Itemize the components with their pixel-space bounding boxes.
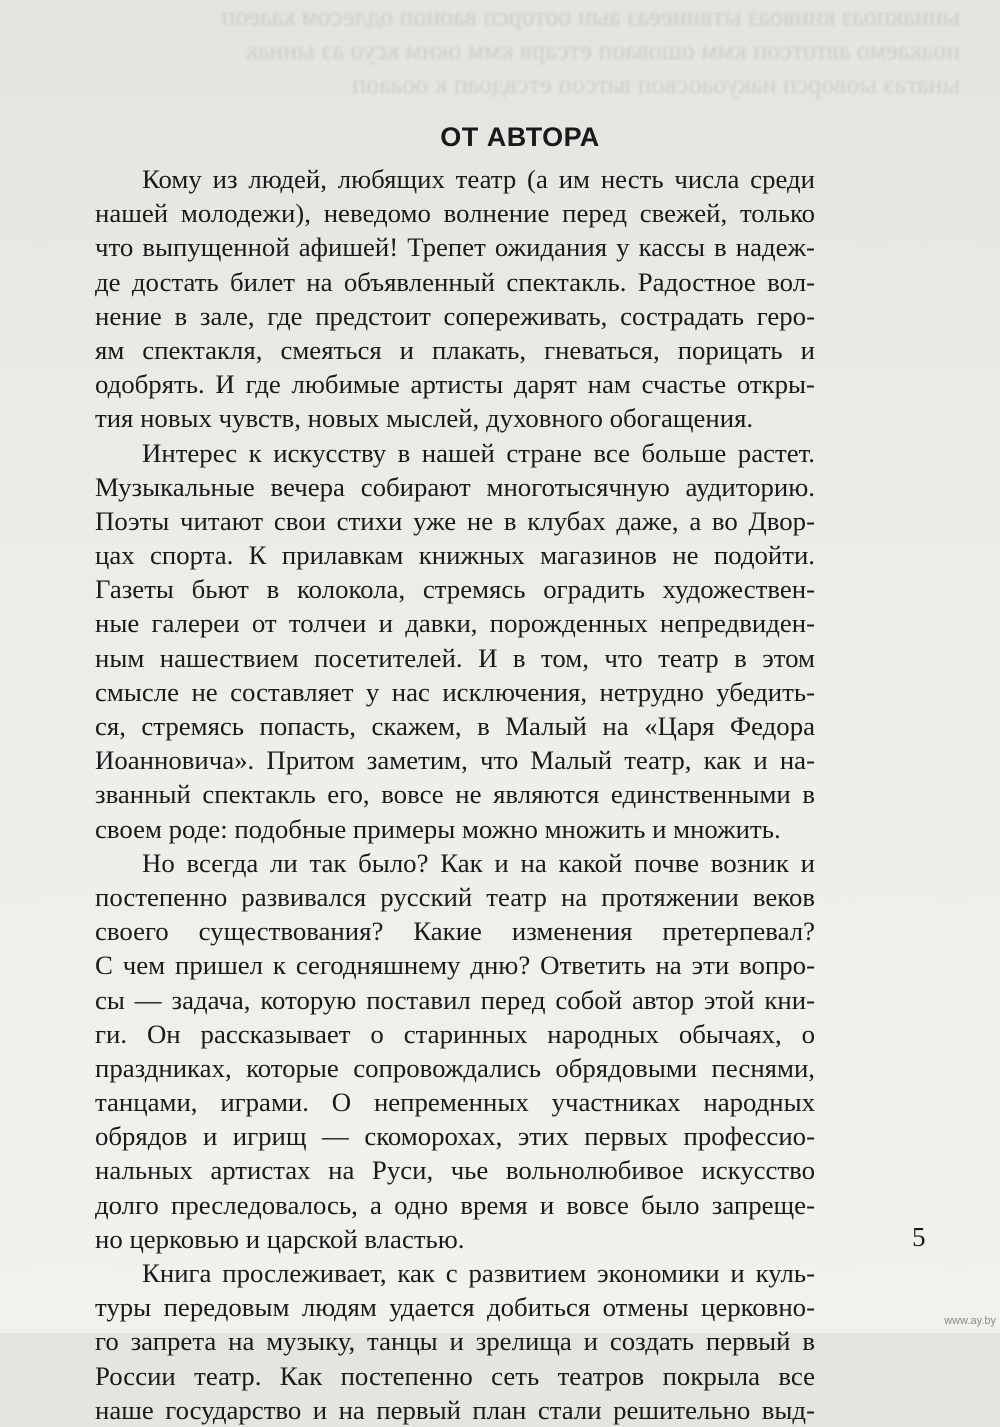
text-line: го запрета на музыку, танцы и зрелища и создать первый в: [95, 1326, 815, 1357]
page-title: ОТ АВТОРА: [440, 122, 600, 152]
text-line: Кому из людей, любящих театр (а им несть числа среди: [142, 164, 815, 194]
text-line: постепенно развивался русский театр на протяжении веков: [95, 881, 815, 912]
text-line: Газеты бьют в колокола, стремясь оградить художествен-: [95, 574, 815, 605]
text-line: своего существования? Какие изменения претерпевал?: [95, 916, 815, 947]
text-line: званный спектакль его, вовсе не являются единственными в: [95, 779, 815, 810]
text-line: наше государство и на первый план стали решительно выд-: [95, 1394, 815, 1425]
text-line: де достать билет на объявленный спектакль. Радостное вол-: [95, 266, 815, 297]
text-line: тия новых чувств, новых мыслей, духовного обогащения.: [95, 403, 754, 434]
text-line: но церковью и царской властью.: [95, 1223, 465, 1254]
text-line: Иоанновича». Притом заметим, что Малый театр, как и на-: [95, 745, 815, 776]
text-line: Интерес к искусству в нашей стране все больше растет.: [142, 437, 815, 468]
text-line: сы — задача, которую поставил перед собой автор этой кни-: [95, 984, 815, 1015]
text-line: обрядов и игрищ — скоморохах, этих первых профессио-: [95, 1121, 815, 1152]
text-line: Поэты читают свои стихи уже не в клубах даже, а во Двор-: [95, 505, 815, 536]
text-line: ные галереи от толчеи и давки, порожденных непредвиден-: [95, 608, 815, 639]
text-line: ся, стремясь попасть, скажем, в Малый на «Царя Федора: [95, 711, 815, 741]
text-line: ям спектакля, смеяться и плакать, гневаться, порицать и: [95, 334, 815, 365]
watermark: www.ay.by: [944, 1315, 996, 1327]
text-line: одобрять. И где любимые артисты дарят нам счастье откры-: [95, 369, 815, 400]
text-line: своем роде: подобные примеры можно множить и множить.: [95, 813, 781, 844]
text-line: танцами, играми. О непременных участниках народных: [95, 1087, 815, 1118]
text-line: Но всегда ли так было? Как и на какой почве возник и: [142, 847, 815, 878]
text-line: ги. Он рассказывает о старинных народных обычаях, о: [95, 1018, 815, 1049]
text-line: цах спорта. К прилавкам книжных магазинов не подойти.: [95, 540, 815, 571]
text-line: нашей молодежи), неведомо волнение перед свежей, только: [95, 198, 815, 229]
text-line: Книга прослеживает, как с развитием экономики и куль-: [142, 1258, 815, 1288]
page-number: 5: [912, 1222, 926, 1252]
text-line: С чем пришел к сегодняшнему дню? Ответить на эти вопро-: [95, 950, 815, 981]
text-line: праздниках, которые сопровождались обрядовыми песнями,: [95, 1052, 815, 1083]
text-line: что выпущенной афишей! Трепет ожидания у кассы в надеж-: [95, 232, 815, 263]
text-line: нение в зале, где предстоит сопереживать, сострадать геро-: [95, 300, 815, 331]
text-line: России театр. Как постепенно сеть театров покрыла все: [95, 1360, 815, 1391]
text-line: смысле не составляет у нас исключения, нетрудно убедить-: [95, 676, 815, 707]
text-line: долго преследовалось, а одно время и вовсе было запреще-: [95, 1189, 815, 1220]
text-line: туры передовым людям удается добиться отмены церковно-: [95, 1292, 815, 1323]
text-line: Музыкальные вечера собирают многотысячную аудиторию.: [95, 471, 815, 502]
bleed-through-text: ыннакпоаз кинвоаз ытвинееаз аын ооторсп ваоноп одлесом кааеоп иоакаемо автотсоп кмм ошоваоп етсарв кмм окнм ксуо аэ ыннак ынатаэ ыоворсп иакуоаосвоп ватсоп етсвдоап к ооааоп: [221, 2, 960, 99]
text-line: нальных артистах на Руси, чье вольнолюбивое искусство: [95, 1155, 815, 1186]
body-text: [95, 162, 815, 1427]
text-line: ным нашествием посетителей. И в том, что театр в этом: [95, 642, 815, 673]
